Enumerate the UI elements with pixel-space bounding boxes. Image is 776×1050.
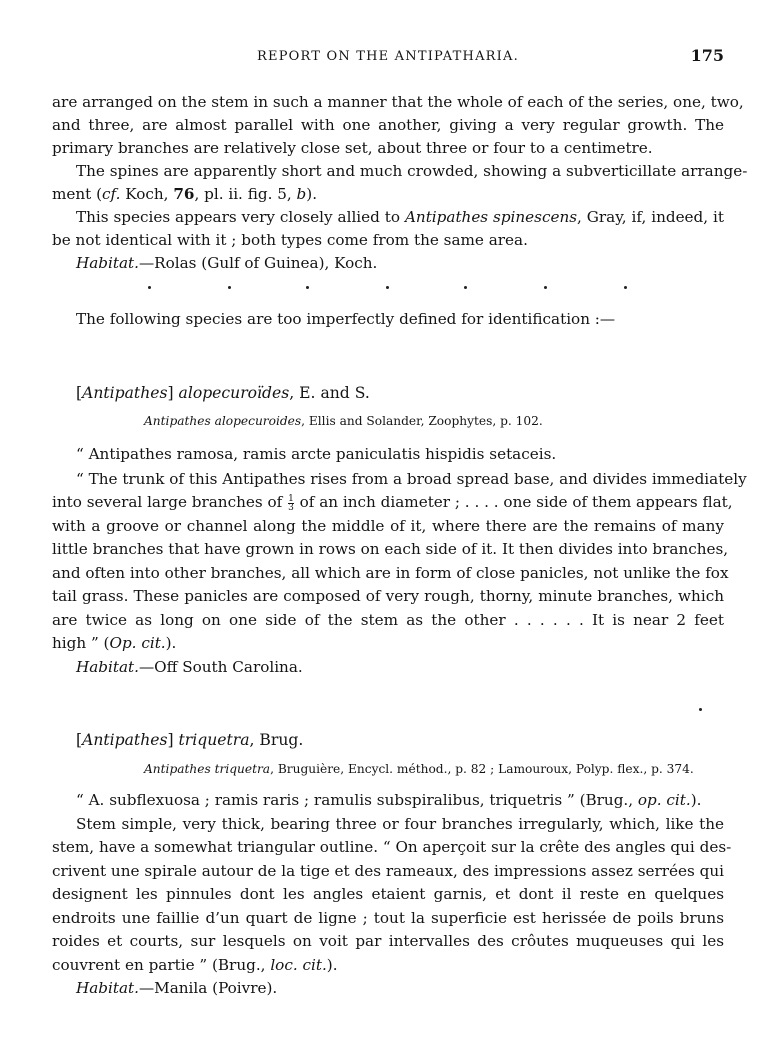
habitat-manila: Habitat.—Manila (Poivre). — [76, 979, 278, 997]
quote-line7: are twice as long on one side of the stem as the other . . . . . . It is near 2 feet — [52, 611, 724, 629]
cf-abbrev: cf. — [102, 185, 121, 203]
reference-number: 76 — [173, 185, 195, 203]
habitat-label: Habitat. — [76, 658, 139, 676]
running-header — [52, 46, 724, 68]
description-line5: endroits une faillie d’un quart de ligne ; tout la superficie est herissée de poils bruns — [52, 909, 724, 927]
ellipsis-dots — [148, 286, 628, 298]
quote-latin: “ Antipathes ramosa, ramis arcte paniculatis hispidis setaceis. — [76, 445, 557, 463]
para2-line1: The spines are apparently short and much crowded, showing a subverticillate arrange- — [76, 162, 748, 180]
habitat-label: Habitat. — [76, 979, 139, 997]
quote-line2: into several large branches of $\frac{1}{3}$ of an inch diameter ; . . . . one side of them appears flat, — [52, 493, 733, 513]
quote-line5: and often into other branches, all which are in form of close panicles, not unlike the fox — [52, 564, 729, 582]
page-number: 175 — [690, 46, 724, 65]
running-title: REPORT ON THE ANTIPATHARIA. — [257, 49, 519, 64]
habitat-south-carolina: Habitat.—Off South Carolina. — [76, 658, 303, 676]
description-line7: couvrent en partie ” (Brug., loc. cit.). — [52, 956, 338, 974]
citation-alopecuroides: Antipathes alopecuroides, Ellis and Solander, Zoophytes, p. 102. — [144, 414, 543, 428]
figure-letter: b — [296, 185, 307, 203]
para1-line3: primary branches are relatively close set, about three or four to a centimetre. — [52, 139, 653, 157]
para3-line2: be not identical with it ; both types come from the same area. — [52, 231, 528, 249]
description-line6: roides et courts, sur lesquels on voit par intervalles des crôutes muqueuses qui les — [52, 932, 724, 950]
para1-line2: and three, are almost parallel with one another, giving a very regular growth. The — [52, 116, 724, 134]
para3-line1: This species appears very closely allied to Antipathes spinescens, Gray, if, indeed, it — [76, 208, 724, 226]
description-line1: Stem simple, very thick, bearing three or four branches irregularly, which, like the — [76, 815, 724, 833]
para2-line2: ment (cf. Koch, 76, pl. ii. fig. 5, b). — [52, 185, 318, 203]
quote-line6: tail grass. These panicles are composed of very rough, thorny, minute branches, which — [52, 587, 724, 605]
description-line2: stem, have a somewhat triangular outline. “ On aperçoit sur la crête des angles qui des- — [52, 838, 732, 856]
quote-line3: with a groove or channel along the middle of it, where there are the remains of many — [52, 517, 724, 535]
quote-line4: little branches that have grown in rows on each side of it. It then divides into branches, — [52, 540, 729, 558]
quote-line1: “ The trunk of this Antipathes rises from a broad spread base, and divides immediately — [76, 470, 747, 488]
habitat-rolas: Habitat.—Rolas (Gulf of Guinea), Koch. — [76, 254, 378, 272]
para1-line1: are arranged on the stem in such a manner that the whole of each of the series, one, two, — [52, 93, 744, 111]
diagnosis-latin: “ A. subflexuosa ; ramis raris ; ramulis subspiralibus, triquetris ” (Brug., op. cit.). — [76, 791, 702, 809]
quote-line8: high ” (Op. cit.). — [52, 634, 177, 652]
stray-mark — [699, 708, 702, 711]
citation-triquetra: Antipathes triquetra, Bruguière, Encycl. méthod., p. 82 ; Lamouroux, Polyp. flex., p. 374. — [144, 762, 694, 776]
description-line4: designent les pinnules dont les angles etaient garnis, et dont il reste en quelques — [52, 885, 724, 903]
description-line3: crivent une spirale autour de la tige et des rameaux, des impressions assez serrées qui — [52, 862, 724, 880]
habitat-label: Habitat. — [76, 254, 139, 272]
species-heading-alopecuroides: [Antipathes] alopecuroïdes, E. and S. — [76, 384, 370, 402]
species-heading-triquetra: [Antipathes] triquetra, Brug. — [76, 731, 304, 749]
species-name: Antipathes spinescens — [404, 208, 578, 226]
intro-line: The following species are too imperfectly defined for identification :— — [76, 310, 616, 328]
